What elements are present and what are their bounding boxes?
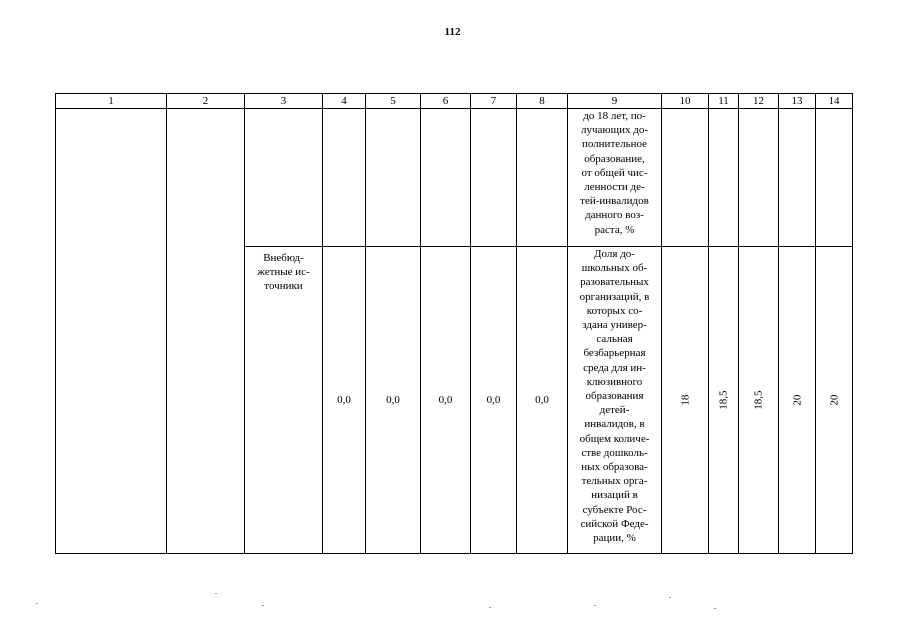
indicator-line: разовательных — [580, 276, 649, 289]
table-cell — [709, 109, 739, 247]
indicator-line: сийской Феде- — [580, 517, 649, 530]
indicator-line: образования — [585, 390, 644, 403]
scan-speck — [594, 605, 596, 606]
value-cell: 0,0 — [421, 247, 471, 554]
indicator-line: стве дошколь- — [581, 446, 648, 459]
column-number: 11 — [709, 94, 739, 109]
value-cell: 0,0 — [323, 247, 366, 554]
table-cell — [366, 109, 421, 247]
target-cell — [662, 247, 709, 554]
target-cell — [709, 247, 739, 554]
table-cell — [517, 109, 568, 247]
column-number: 2 — [167, 94, 245, 109]
indicator-line: среда для ин- — [583, 361, 646, 374]
target-cell — [816, 247, 853, 554]
target-value: 20 — [827, 394, 840, 406]
table-cell — [471, 109, 517, 247]
indicator-line: безбарьерная — [583, 347, 646, 360]
target-value: 18,5 — [717, 390, 730, 410]
table-row — [56, 109, 853, 247]
target-value: 18 — [678, 394, 691, 406]
indicator-line: тей-инвалидов — [580, 195, 649, 208]
scan-speck — [714, 608, 716, 609]
value-cell: 0,0 — [366, 247, 421, 554]
table-cell — [816, 109, 853, 247]
column-number: 12 — [739, 94, 779, 109]
indicator-line: детей- — [599, 404, 630, 417]
indicator-line: лучающих до- — [581, 124, 648, 137]
indicator-line: полнительное — [581, 138, 648, 151]
scan-speck — [215, 593, 217, 594]
indicator-line: низаций в — [591, 489, 638, 502]
value-cell: 0,0 — [471, 247, 517, 554]
indicator-line: ленности де- — [584, 181, 645, 194]
table-cell — [323, 109, 366, 247]
scan-speck — [36, 603, 38, 604]
table-cell — [662, 109, 709, 247]
page-number: 112 — [444, 26, 461, 38]
table-cell — [779, 109, 816, 247]
indicator-line: субъекте Рос- — [582, 503, 647, 516]
column-number: 7 — [471, 94, 517, 109]
table-cell — [56, 109, 167, 554]
table-cell — [245, 109, 323, 247]
indicator-line: рации, % — [593, 532, 636, 545]
column-number: 3 — [245, 94, 323, 109]
target-cell — [739, 247, 779, 554]
indicator-line: которых со- — [586, 304, 643, 317]
indicator-cell — [568, 247, 662, 554]
indicator-line: организаций, в — [579, 290, 650, 303]
indicator-line: до 18 лет, по- — [583, 110, 646, 122]
source-line: Внебюд- — [263, 252, 304, 264]
table-cell — [167, 109, 245, 554]
source-line: жетные ис- — [257, 266, 310, 279]
header-row — [56, 94, 853, 109]
target-cell — [779, 247, 816, 554]
column-number: 14 — [816, 94, 853, 109]
indicator-line: Доля до- — [594, 248, 635, 260]
indicator-line: данного воз- — [585, 209, 644, 222]
column-number: 6 — [421, 94, 471, 109]
indicator-line: клюзивного — [586, 375, 643, 388]
column-number: 8 — [517, 94, 568, 109]
scan-speck — [489, 607, 491, 608]
data-table — [55, 93, 853, 554]
indicator-line: от общей чис- — [581, 166, 648, 179]
column-number: 10 — [662, 94, 709, 109]
scan-speck — [262, 605, 264, 606]
indicator-line: ных образова- — [581, 461, 648, 474]
target-value: 20 — [790, 394, 803, 406]
indicator-line: школьных об- — [581, 262, 648, 275]
column-number: 1 — [56, 94, 167, 109]
indicator-line: общем количе- — [579, 432, 650, 445]
indicator-line: инвалидов, в — [584, 418, 645, 431]
indicator-line: раста, % — [594, 223, 635, 236]
column-number: 13 — [779, 94, 816, 109]
funding-source-cell — [245, 247, 323, 554]
column-number: 4 — [323, 94, 366, 109]
table-cell — [739, 109, 779, 247]
table-cell — [421, 109, 471, 247]
indicator-line: здана универ- — [582, 319, 647, 332]
target-value: 18,5 — [752, 390, 765, 410]
source-line: точники — [264, 280, 303, 293]
indicator-cell — [568, 109, 662, 247]
column-number: 5 — [366, 94, 421, 109]
column-number: 9 — [568, 94, 662, 109]
indicator-line: сальная — [596, 333, 633, 346]
indicator-line: образование, — [584, 152, 645, 165]
indicator-line: тельных орга- — [581, 475, 648, 488]
value-cell: 0,0 — [517, 247, 568, 554]
scan-speck — [669, 597, 671, 598]
